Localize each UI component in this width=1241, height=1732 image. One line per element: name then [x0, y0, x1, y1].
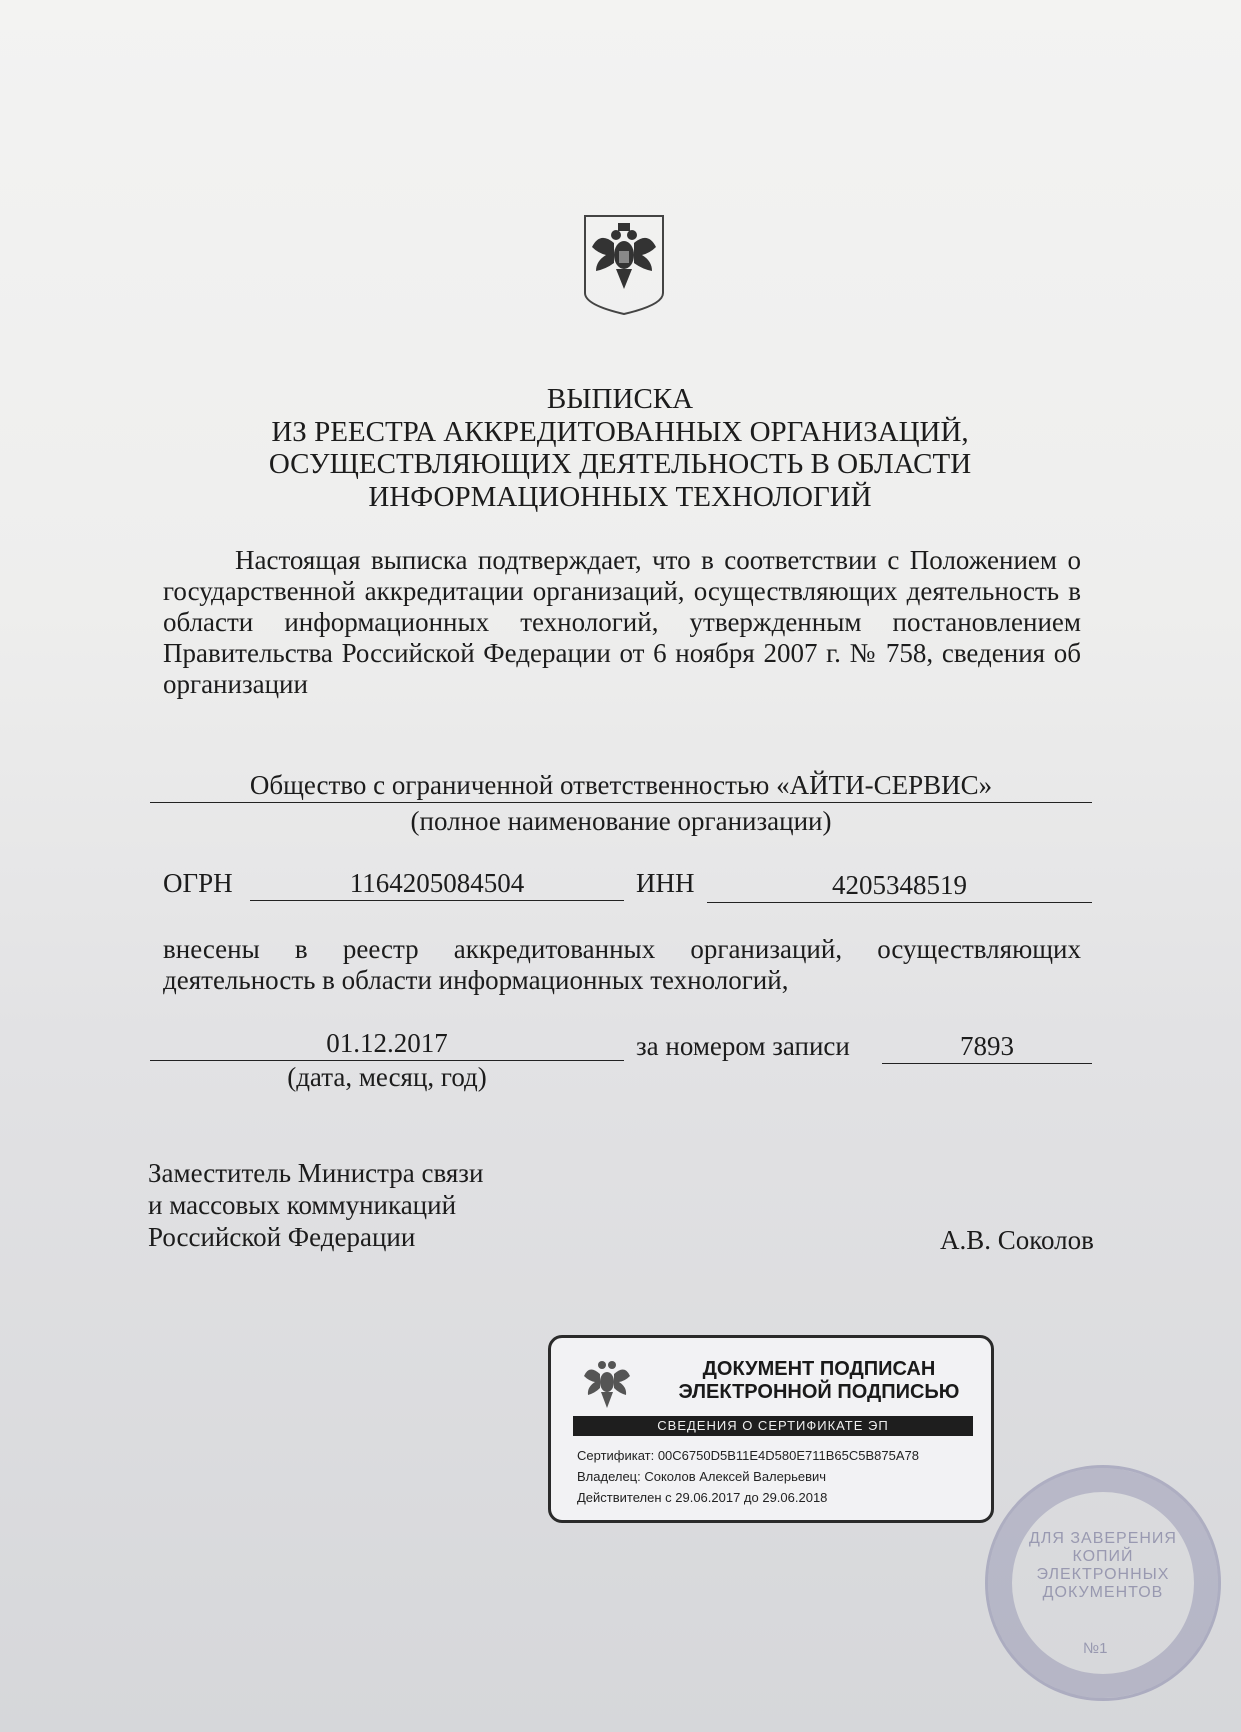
stamp-number: №1	[1083, 1640, 1108, 1657]
official-stamp	[985, 1465, 1221, 1701]
intro-paragraph: Настоящая выписка подтверждает, что в соответствии с Положением о государственной аккредитации организаций, осуществляющих деятельность в области информационных технологий, утвержденным постановлением Правительства Российской Федерации от 6 ноября 2007 г. № 758, сведения об организации	[163, 545, 1081, 699]
title-line-2: ИЗ РЕЕСТРА АККРЕДИТОВАННЫХ ОРГАНИЗАЦИЙ,	[271, 416, 969, 448]
title-line-1: ВЫПИСКА	[546, 383, 694, 415]
ogrn-value: 1164205084504	[250, 866, 624, 901]
inn-label: ИНН	[636, 868, 695, 898]
e-signature-box	[548, 1335, 994, 1523]
registered-paragraph: внесены в реестр аккредитованных организаций, осуществляющих деятельность в области информационных технологий,	[163, 934, 1081, 995]
signatory-title	[148, 1157, 483, 1253]
record-date: 01.12.2017	[150, 1026, 624, 1061]
certificate-number: Сертификат: 00C6750D5B11E4D580E711B65C5B875A78	[577, 1448, 919, 1463]
coat-of-arms-icon	[582, 213, 666, 317]
certificate-validity: Действителен с 29.06.2017 до 29.06.2018	[577, 1490, 828, 1505]
title-line-4: ИНФОРМАЦИОННЫХ ТЕХНОЛОГИЙ	[368, 481, 872, 513]
e-signature-title	[659, 1358, 979, 1404]
e-signature-title-line-1: ДОКУМЕНТ ПОДПИСАН	[702, 1358, 936, 1380]
signatory-line-1: Заместитель Министра связи	[148, 1158, 484, 1188]
organization-name: Общество с ограниченной ответственностью «АЙТИ-СЕРВИС»	[150, 768, 1092, 803]
ogrn-label: ОГРН	[163, 868, 233, 898]
eagle-emblem-icon	[581, 1352, 633, 1412]
signatory-line-2: и массовых коммуникаций	[148, 1190, 457, 1220]
signatory-name: А.В. Соколов	[940, 1225, 1094, 1255]
signatory-line-3: Российской Федерации	[148, 1222, 416, 1252]
certificate-info-bar: СВЕДЕНИЯ О СЕРТИФИКАТЕ ЭП	[573, 1416, 973, 1436]
e-signature-title-line-2: ЭЛЕКТРОННОЙ ПОДПИСЬЮ	[678, 1381, 960, 1403]
inn-value: 4205348519	[707, 868, 1092, 903]
record-number: 7893	[882, 1029, 1092, 1064]
stamp-text: ДЛЯ ЗАВЕРЕНИЯ КОПИЙ ЭЛЕКТРОННЫХ ДОКУМЕНТОВ	[1029, 1530, 1177, 1601]
record-date-caption: (дата, месяц, год)	[287, 1062, 487, 1092]
certificate-owner: Владелец: Соколов Алексей Валерьевич	[577, 1469, 827, 1484]
record-number-label: за номером записи	[636, 1031, 850, 1061]
organization-name-caption: (полное наименование организации)	[410, 806, 832, 836]
title-line-3: ОСУЩЕСТВЛЯЮЩИХ ДЕЯТЕЛЬНОСТЬ В ОБЛАСТИ	[268, 448, 972, 480]
